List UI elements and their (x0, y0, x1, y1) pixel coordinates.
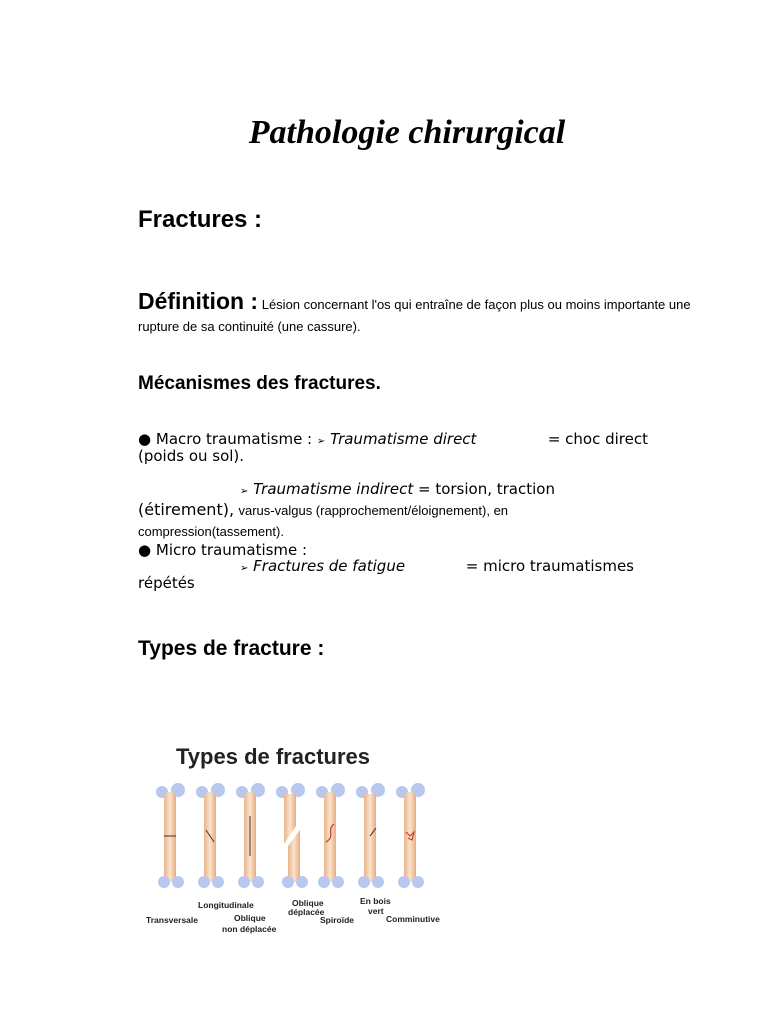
types-heading: Types de fracture : (138, 637, 325, 660)
bone-oblique-non-deplacee (196, 783, 225, 888)
macro-line (138, 430, 648, 448)
indirect-cont-2: varus-valgus (rapprochement/éloignement), en (238, 503, 509, 518)
direct-term: Traumatisme direct (330, 430, 477, 448)
fracture-types-figure (140, 738, 450, 938)
fractures-heading: Fractures : (138, 206, 263, 233)
bone-longitudinale (236, 783, 265, 888)
fatigue-line (240, 557, 634, 575)
label-vert: vert (368, 906, 384, 916)
arrow-icon: ➢ (316, 436, 326, 447)
label-deplacee: déplacée (288, 907, 325, 917)
indirect-cont-1: (étirement), (138, 500, 235, 519)
label-comminutive: Comminutive (386, 914, 440, 924)
indirect-cont-3: compression(tassement). (138, 524, 284, 539)
definition-label: Définition : (138, 288, 259, 314)
bullet: ● (138, 430, 152, 448)
arrow-icon: ➢ (240, 563, 249, 574)
bone-spiroide (316, 783, 345, 888)
fracture-types-illustration (140, 738, 450, 938)
fatigue-def: = micro traumatismes (465, 557, 634, 575)
label-oblique-1: Oblique (234, 913, 266, 923)
page-title: Pathologie chirurgical (248, 114, 566, 151)
figure-title: Types de fractures (176, 744, 371, 769)
indirect-line (240, 480, 606, 498)
arrow-icon: ➢ (240, 486, 249, 497)
bone-transversale (156, 783, 185, 888)
mecanismes-heading: Mécanismes des fractures. (138, 373, 381, 394)
label-spiroide: Spiroïde (320, 915, 355, 925)
bone-oblique-deplacee (276, 783, 308, 888)
definition-paragraph (138, 290, 698, 338)
label-transversale: Transversale (146, 915, 198, 925)
macro-label: Macro traumatisme : (155, 430, 313, 448)
bone-comminutive (396, 783, 425, 888)
indirect-term: Traumatisme indirect (253, 480, 414, 498)
fatigue-term: Fractures de fatigue (253, 557, 406, 575)
fatigue-cont: répétés (138, 574, 195, 592)
indirect-cont-line (138, 500, 648, 520)
label-en-bois: En bois (360, 896, 391, 906)
bone-en-bois-vert (356, 783, 385, 888)
bullet: ● (138, 541, 152, 559)
label-oblique-2: Oblique (292, 898, 324, 908)
direct-cont: (poids ou sol). (138, 447, 245, 465)
direct-def: = choc direct (547, 430, 648, 448)
indirect-def: = torsion, traction (417, 480, 555, 498)
label-non-deplacee: non déplacée (222, 924, 277, 934)
micro-label: Micro traumatisme : (155, 541, 308, 559)
bones-group (156, 783, 425, 888)
label-longitudinale: Longitudinale (198, 900, 254, 910)
definition-text: Lésion concernant l'os qui entraîne de façon plus ou moins importante une rupture de sa continuité (une cassure). (138, 297, 691, 334)
